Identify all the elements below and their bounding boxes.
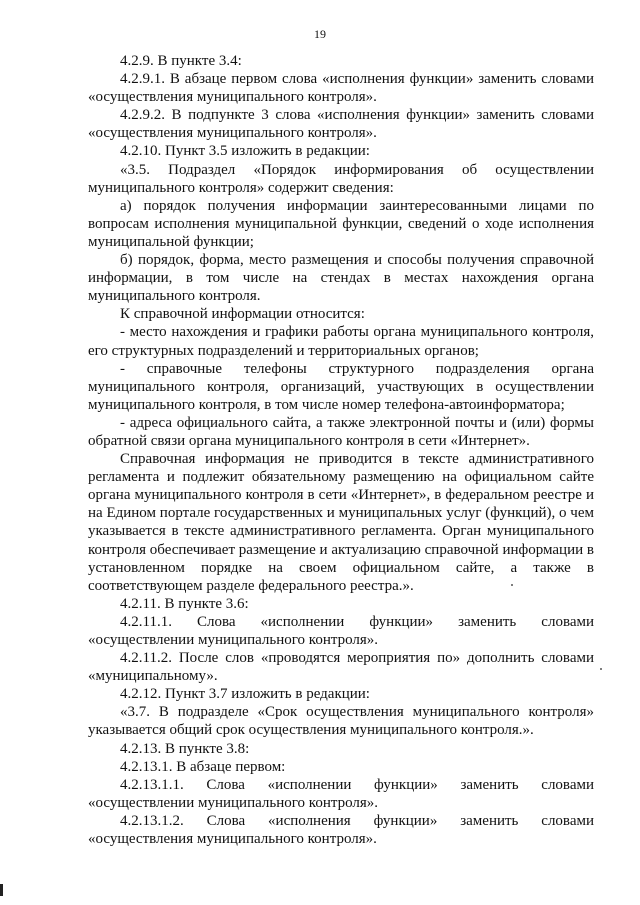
- paragraph: Справочная информация не приводится в тексте административного регламента и подлежит обязательному размещению на официальном сайте органа муниципального контроля в сети «Интернет», в федеральном реестре и на Едином портале государственных и муниципальных услуг (функций), о чем указывается в тексте административного регламента. Орган муниципального контроля обеспечивает размещение и актуализацию справочной информации в установленном порядке на своем официальном сайте, а также в соответствующем разделе федерального реестра.».: [88, 451, 594, 594]
- paragraph: 4.2.13.1. В абзаце первом:: [120, 758, 286, 775]
- paragraph: 4.2.11. В пункте 3.6:: [120, 595, 249, 612]
- paragraph: б) порядок, форма, место размещения и способы получения справочной информации, в том числе на стендах в местах нахождения органа муниципального контроля.: [88, 252, 594, 305]
- paragraph: 4.2.12. Пункт 3.7 изложить в редакции:: [120, 686, 370, 703]
- paragraph: 4.2.13. В пункте 3.8:: [120, 740, 250, 757]
- page-number: 19: [314, 27, 326, 41]
- paragraph: 4.2.13.1.2. Слова «исполнения функции» заменить словами «осуществления муниципального контроля».: [88, 812, 594, 848]
- scan-edge-mark: [0, 884, 3, 896]
- document-body: [88, 52, 594, 848]
- paragraph: 4.2.9.2. В подпункте 3 слова «исполнения функции» заменить словами «осуществления муниципального контроля».: [88, 107, 594, 142]
- paragraph: «3.7. В подразделе «Срок осуществления муниципального контроля» указывается общий срок осуществления муниципального контроля.».: [88, 704, 594, 739]
- paragraph: - справочные телефоны структурного подразделения органа муниципального контроля, организаций, участвующих в осуществлении муниципального контроля, в том числе номер телефона-автоинформатора;: [88, 360, 594, 413]
- paragraph: 4.2.11.2. После слов «проводятся мероприятия по» дополнить словами «муниципальному».: [88, 650, 594, 685]
- paragraph: «3.5. Подраздел «Порядок информирования об осуществлении муниципального контроля» содержит сведения:: [88, 161, 594, 196]
- scan-speck: [600, 668, 602, 670]
- scan-speck: [511, 584, 513, 586]
- paragraph: 4.2.10. Пункт 3.5 изложить в редакции:: [120, 143, 370, 160]
- paragraph: - адреса официального сайта, а также электронной почты и (или) формы обратной связи органа муниципального контроля в сети «Интернет».: [88, 414, 594, 449]
- paragraph: - место нахождения и графики работы органа муниципального контроля, его структурных подразделений и территориальных органов;: [88, 324, 594, 359]
- paragraph: а) порядок получения информации заинтересованными лицами по вопросам исполнения муниципальной функции, сведений о ходе исполнения муниципальной функции;: [88, 197, 594, 250]
- paragraph: К справочной информации относится:: [120, 306, 365, 323]
- paragraph: 4.2.9.1. В абзаце первом слова «исполнения функции» заменить словами «осуществления муниципального контроля».: [88, 71, 594, 106]
- paragraph: 4.2.9. В пункте 3.4:: [120, 53, 242, 69]
- paragraph: 4.2.11.1. Слова «исполнении функции» заменить словами «осуществлении муниципального контроля».: [88, 613, 594, 648]
- paragraph: 4.2.13.1.1. Слова «исполнении функции» заменить словами «осуществлении муниципального контроля».: [88, 776, 594, 811]
